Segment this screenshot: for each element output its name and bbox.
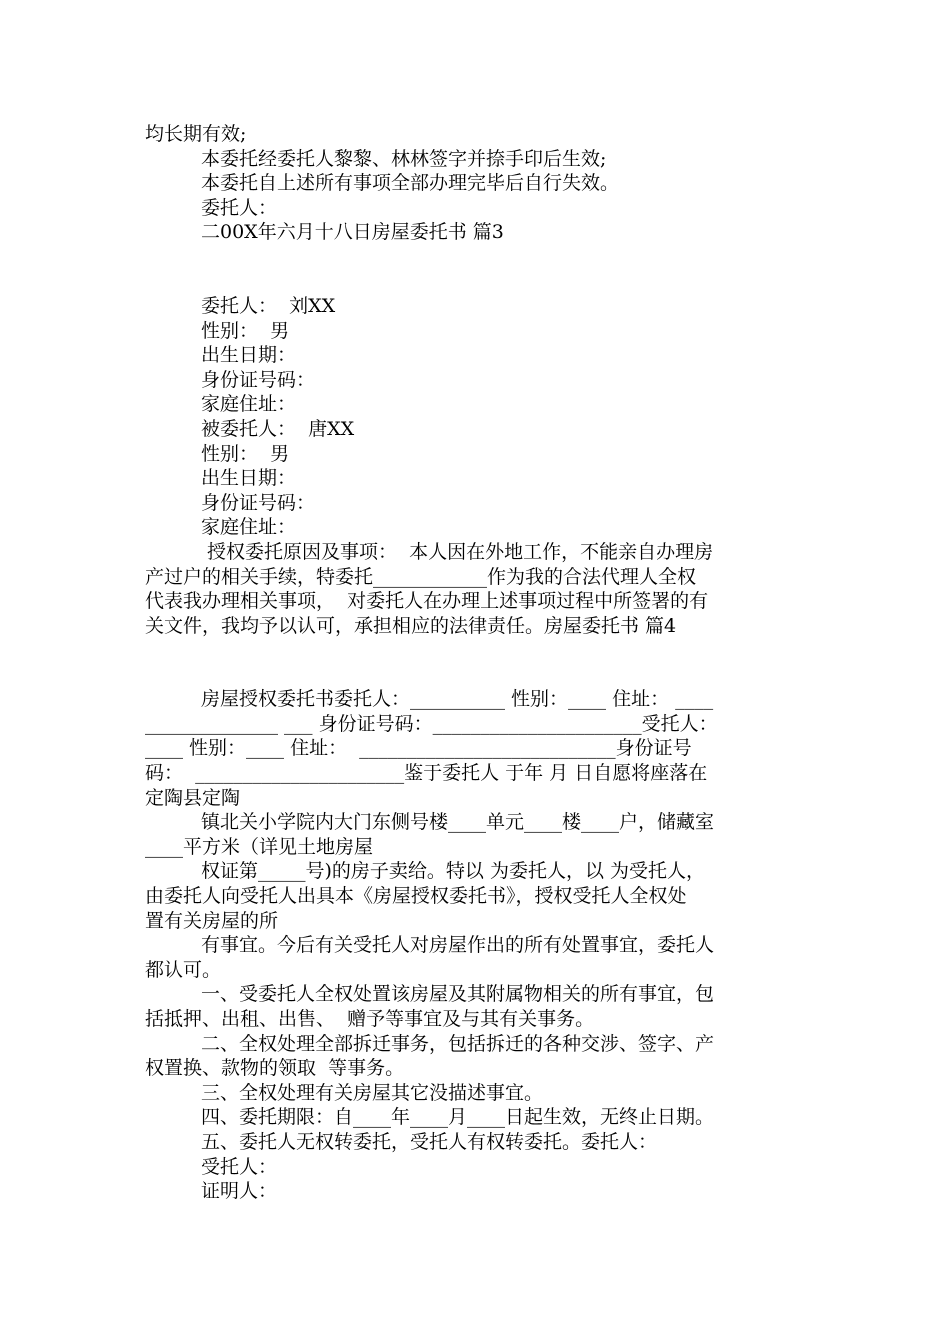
text-line: 五、委托人无权转委托，受托人有权转委托。委托人：	[201, 1130, 658, 1153]
text-line: 产过户的相关手续，特委托____________作为我的合法代理人全权	[145, 565, 697, 588]
text-line: 家庭住址：	[201, 516, 297, 539]
document-body	[145, 122, 810, 1204]
text-line: ____ 性别：____ 住址： ___________________________身份证号	[145, 737, 692, 760]
text-line: 代表我办理相关事项， 对委托人在办理上述事项过程中所签署的有	[145, 590, 709, 613]
text-line: 定陶县定陶	[145, 786, 241, 809]
text-line: 镇北关小学院内大门东侧号楼____单元____楼____户，储藏室	[201, 811, 715, 834]
text-line: 均长期有效;	[145, 123, 247, 145]
section-heading-line: 关文件，我均予以认可，承担相应的法律责任。房屋委托书 篇4	[145, 614, 677, 637]
text-line: 权证第_____号)的房子卖给。特以 为委托人，以 为受托人，	[201, 860, 705, 883]
text-line: 本委托自上述所有事项全部办理完毕后自行失效。	[201, 172, 620, 195]
text-line: 证明人：	[201, 1180, 278, 1203]
text-line: 二、全权处理全部拆迁事务，包括拆迁的各种交涉、签字、产	[201, 1032, 715, 1055]
text-line: 性别： 男	[201, 442, 290, 465]
text-line: 被委托人： 唐XX	[201, 417, 355, 440]
text-line: 三、全权处理有关房屋其它没描述事宜。	[201, 1081, 544, 1104]
text-line: 本委托经委托人黎黎、林林签字并捺手印后生效;	[201, 147, 607, 170]
text-line: 委托人： 刘XX	[201, 294, 336, 317]
text-line: 家庭住址：	[201, 393, 297, 416]
text-line: 受托人：	[201, 1155, 278, 1178]
text-line: 置有关房屋的所	[145, 909, 279, 932]
text-line: 括抵押、出租、出售、 赠予等事宜及与其有关事务。	[145, 1008, 595, 1030]
text-line: 码： ______________________鉴于委托人 于年 月 日自愿将座落在	[145, 762, 708, 785]
text-line: 身份证号码：	[201, 368, 316, 391]
text-line: 有事宜。今后有关受托人对房屋作出的所有处置事宜，委托人	[201, 934, 715, 957]
text-line: 身份证号码：	[201, 491, 316, 514]
text-line: 委托人：	[201, 196, 278, 219]
text-line: ____平方米（详见土地房屋	[145, 835, 374, 858]
text-line: 房屋授权委托书委托人：__________ 性别：____ 住址： ____	[201, 688, 714, 711]
text-line: 出生日期：	[201, 467, 297, 490]
text-line: 都认可。	[145, 958, 222, 981]
text-line: 由委托人向受托人出具本《房屋授权委托书》，授权受托人全权处	[145, 885, 687, 908]
paragraph-gap	[145, 638, 810, 687]
section-heading-line: 二00X年六月十八日房屋委托书 篇3	[201, 221, 504, 244]
paragraph-gap	[145, 245, 810, 294]
text-line: 出生日期：	[201, 344, 297, 367]
text-line: 性别： 男	[201, 319, 290, 342]
text-line: ______________ ___ 身份证号码：______________________受托人：	[145, 712, 718, 735]
text-line: 四、委托期限：自____年____月____日起生效，无终止日期。	[201, 1106, 715, 1129]
text-line: 一、受委托人全权处置该房屋及其附属物相关的所有事宜，包	[201, 983, 715, 1006]
text-line: 权置换、款物的领取 等事务。	[145, 1057, 405, 1080]
text-line: 授权委托原因及事项： 本人因在外地工作，不能亲自办理房	[201, 540, 714, 563]
